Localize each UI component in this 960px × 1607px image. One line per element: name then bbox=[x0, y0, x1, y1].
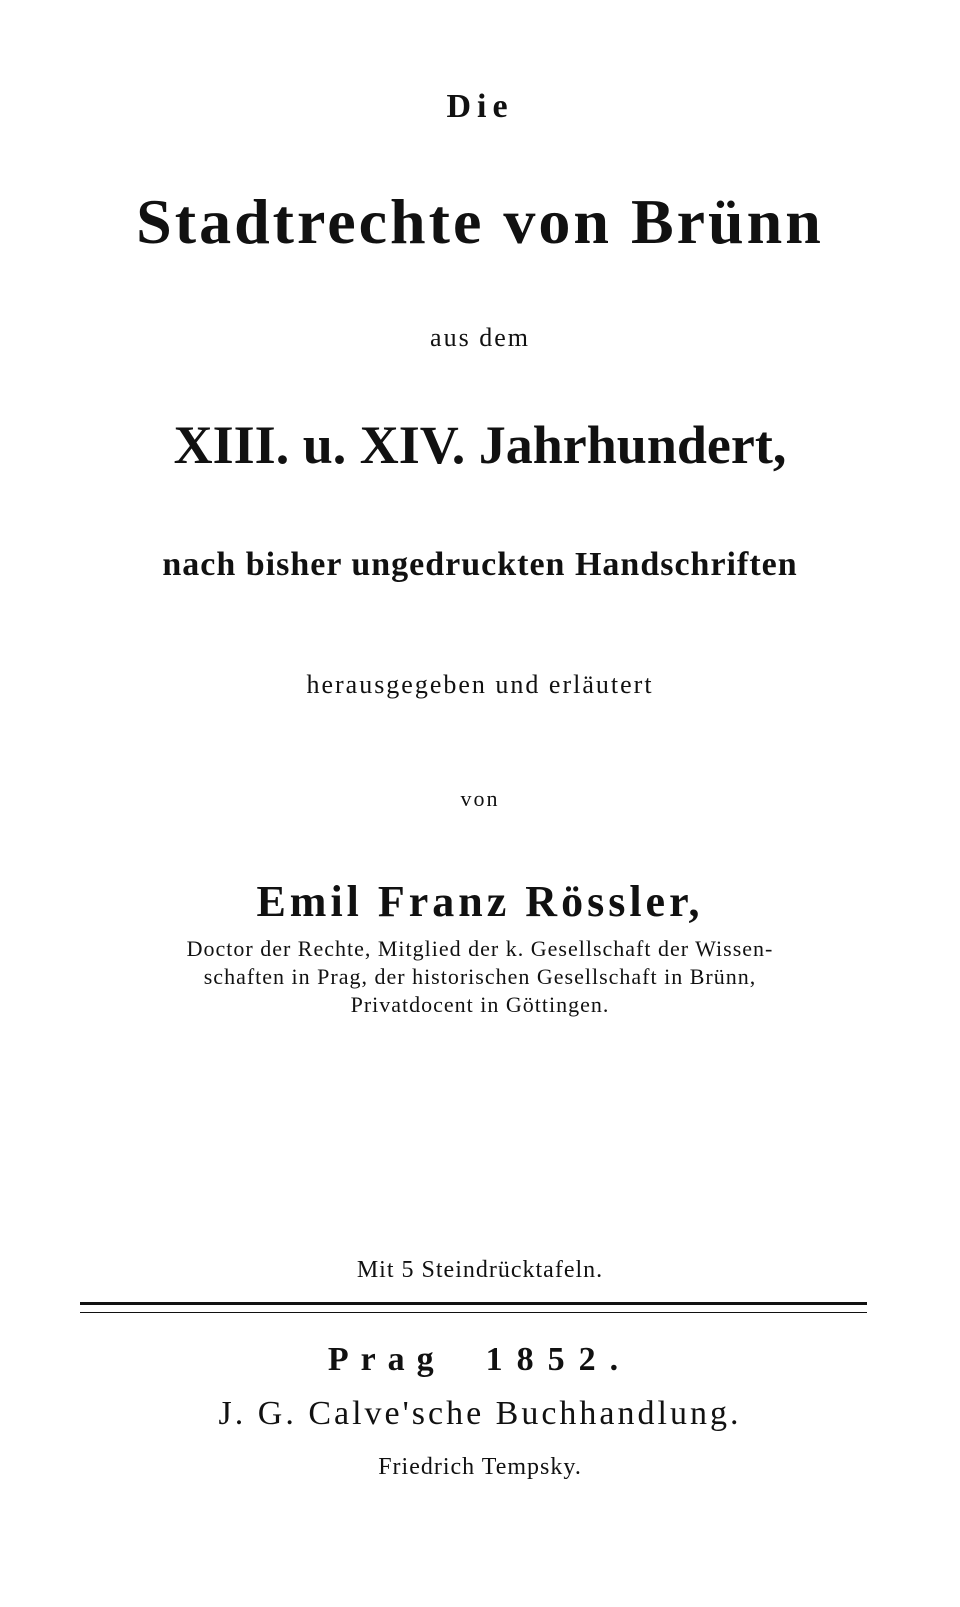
publisher-owner: Friedrich Tempsky. bbox=[378, 1454, 582, 1480]
title-article: Die bbox=[446, 88, 514, 125]
double-rule-bottom bbox=[80, 1312, 867, 1313]
imprint-place-year bbox=[0, 1343, 960, 1377]
double-rule-top bbox=[80, 1302, 867, 1305]
from-the-text: aus dem bbox=[430, 323, 530, 352]
subtitle: nach bisher ungedruckten Handschriften bbox=[162, 546, 798, 583]
by-text: von bbox=[460, 786, 500, 811]
author-affiliation-line-1: Doctor der Rechte, Mitglied der k. Gesellschaft der Wissen- bbox=[186, 936, 774, 961]
imprint-place: Prag bbox=[327, 1341, 446, 1378]
centuries-heading: XIII. u. XIV. Jahrhundert, bbox=[173, 415, 787, 475]
publisher-name: J. G. Calve'sche Buchhandlung. bbox=[218, 1395, 742, 1432]
plates-note: Mit 5 Steindrücktafeln. bbox=[356, 1257, 604, 1283]
author-name: Emil Franz Rössler, bbox=[256, 877, 704, 926]
book-title: Stadtrechte von Brünn bbox=[136, 186, 824, 257]
edited-note: herausgegeben und erläutert bbox=[306, 670, 654, 699]
author-affiliation-line-3: Privatdocent in Göttingen. bbox=[350, 992, 610, 1017]
imprint-year: 1852. bbox=[485, 1341, 633, 1378]
author-affiliation-line-2: schaften in Prag, der historischen Gesellschaft in Brünn, bbox=[203, 964, 757, 989]
